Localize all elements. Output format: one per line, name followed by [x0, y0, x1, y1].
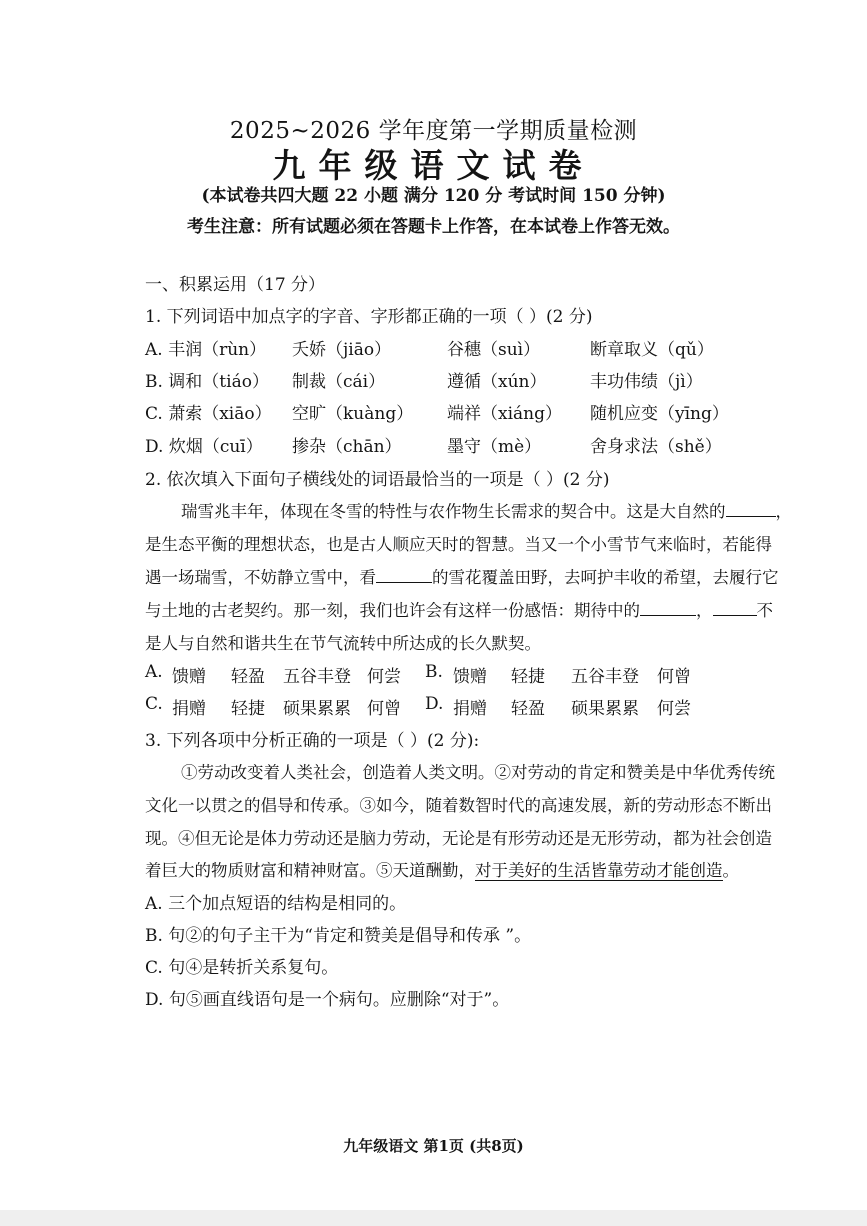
- q2-passage-comma: ，: [696, 601, 713, 620]
- q3-passage-line-1: ①劳动改变着人类社会，创造着人类文明。②对劳动的肯定和赞美是中华优秀传统: [181, 763, 775, 782]
- q1-row-b-3: 遵循（xún）: [447, 372, 547, 392]
- q3-option-b: B. 句②的句子主干为“肯定和赞美是倡导和传承 ”。: [145, 926, 532, 946]
- q1-row-b-2: 制裁（cái）: [292, 372, 386, 392]
- candidate-notice: 考生注意：所有试题必须在答题卡上作答，在本试卷上作答无效。: [187, 217, 680, 237]
- q2-passage-text: 瑞雪兆丰年，体现在冬雪的特性与农作物生长需求的契合中。这是大自然的: [181, 502, 726, 521]
- q3-passage-line-4: [145, 857, 739, 881]
- q2-option-c-word-1: 捐赠: [172, 699, 206, 719]
- q2-option-d-word-2: 轻盈: [511, 699, 545, 719]
- q2-passage-line-4: [145, 597, 773, 621]
- q1-row-d-4: 舍身求法（shě）: [590, 437, 722, 457]
- exam-info: (本试卷共四大题 22 小题 满分 120 分 考试时间 150 分钟): [201, 186, 666, 206]
- q2-passage-text: 不: [756, 601, 773, 620]
- q2-stem: 2. 依次填入下面句子横线处的词语最恰当的一项是（ ）(2 分): [145, 470, 610, 490]
- q2-option-c-word-3: 硕果累累: [283, 699, 351, 719]
- q2-option-label-a: A.: [145, 662, 163, 682]
- q2-option-a-word-2: 轻盈: [231, 667, 265, 687]
- q2-passage-line-3: [145, 564, 779, 588]
- q3-passage-text: 着巨大的物质财富和精神财富。⑤天道酬勤，: [145, 861, 475, 880]
- q1-row-b-1: B. 调和（tiáo）: [145, 372, 269, 392]
- q2-option-c-word-2: 轻捷: [231, 699, 265, 719]
- q2-option-d-word-3: 硕果累累: [571, 699, 639, 719]
- q2-option-label-d: D.: [425, 694, 444, 714]
- q2-passage-text: 遇一场瑞雪，不妨静立雪中，看: [145, 568, 376, 587]
- q1-row-d-1: D. 炊烟（cuī）: [145, 437, 263, 457]
- q3-stem: 3. 下列各项中分析正确的一项是（ ）(2 分):: [145, 731, 480, 751]
- q1-row-b-4: 丰功伟绩（jì）: [590, 372, 703, 392]
- q1-row-c-2: 空旷（kuàng）: [292, 404, 414, 424]
- q1-row-a-4: 断章取义（qǔ）: [590, 340, 714, 360]
- q1-stem: 1. 下列词语中加点字的字音、字形都正确的一项（ ）(2 分): [145, 307, 593, 327]
- q2-option-b-word-3: 五谷丰登: [571, 667, 639, 687]
- q2-passage-line-2: 是生态平衡的理想状态，也是古人顺应天时的智慧。当又一个小雪节气来临时，若能得: [145, 535, 772, 554]
- section-heading: 一、积累运用（17 分）: [145, 275, 326, 295]
- q2-passage-line-5: 是人与自然和谐共生在节气流转中所达成的长久默契。: [145, 634, 541, 653]
- q2-option-c-word-4: 何曾: [367, 699, 401, 719]
- year-title: 2025~2026 学年度第一学期质量检测: [229, 118, 638, 144]
- q2-option-b-word-2: 轻捷: [511, 667, 545, 687]
- q1-row-a-1: A. 丰润（rùn）: [145, 340, 267, 360]
- q2-passage-line-1: [181, 498, 792, 522]
- blank-2: [376, 566, 432, 584]
- underlined-sentence: 对于美好的生活皆靠劳动才能创造: [475, 861, 723, 880]
- q2-option-d-word-4: 何尝: [657, 699, 691, 719]
- q3-option-c: C. 句④是转折关系复句。: [145, 958, 339, 978]
- q3-passage-period: 。: [722, 861, 739, 880]
- q2-option-b-word-4: 何曾: [657, 667, 691, 687]
- scan-bottom-edge: [0, 1210, 867, 1226]
- q2-option-d-word-1: 捐赠: [453, 699, 487, 719]
- q3-option-d: D. 句⑤画直线语句是一个病句。应删除“对于”。: [145, 990, 510, 1010]
- q3-option-a: A. 三个加点短语的结构是相同的。: [145, 894, 407, 914]
- q1-row-d-2: 掺杂（chān）: [292, 437, 402, 457]
- q1-row-a-2: 夭娇（jiāo）: [292, 340, 392, 360]
- blank-3: [640, 599, 696, 617]
- q2-passage-comma: ，: [775, 502, 792, 521]
- q2-option-label-b: B.: [425, 662, 443, 682]
- q2-option-a-word-4: 何尝: [367, 667, 401, 687]
- q1-row-c-1: C. 萧索（xiāo）: [145, 404, 272, 424]
- page-footer: 九年级语文 第1页 (共8页): [343, 1137, 524, 1155]
- q2-passage-text: 的雪花覆盖田野，去呵护丰收的希望，去履行它: [432, 568, 779, 587]
- q3-passage-line-2: 文化一以贯之的倡导和传承。③如今，随着数智时代的高速发展，新的劳动形态不断出: [145, 796, 772, 815]
- q2-option-a-word-1: 馈赠: [172, 667, 206, 687]
- q1-row-a-3: 谷穗（suì）: [447, 340, 541, 360]
- q1-row-d-3: 墨守（mè）: [447, 437, 542, 457]
- q2-passage-text: 与土地的古老契约。那一刻，我们也许会有这样一份感悟：期待中的: [145, 601, 640, 620]
- q2-option-label-c: C.: [145, 694, 163, 714]
- q1-row-c-4: 随机应变（yīng）: [590, 404, 729, 424]
- q2-option-a-word-3: 五谷丰登: [283, 667, 351, 687]
- q1-row-c-3: 端祥（xiáng）: [447, 404, 562, 424]
- q2-option-b-word-1: 馈赠: [453, 667, 487, 687]
- q3-passage-line-3: 现。④但无论是体力劳动还是脑力劳动，无论是有形劳动还是无形劳动，都为社会创造: [145, 829, 772, 848]
- blank-4: [713, 599, 757, 617]
- exam-title: 九年级语文试卷: [272, 146, 595, 185]
- blank-1: [726, 500, 776, 518]
